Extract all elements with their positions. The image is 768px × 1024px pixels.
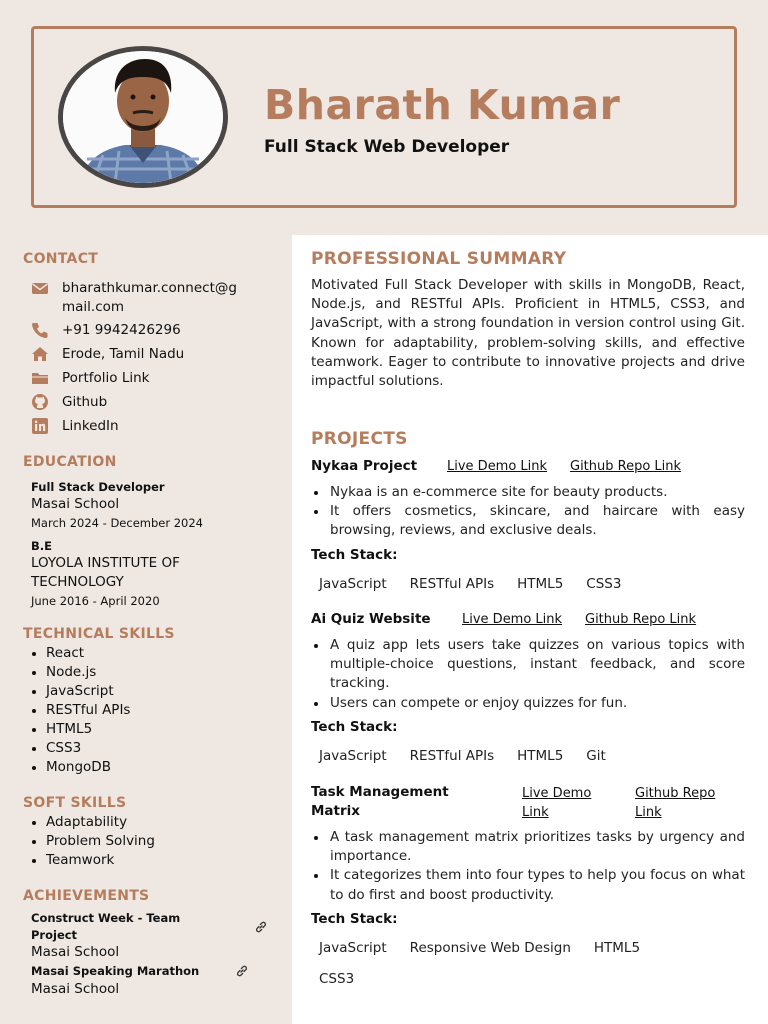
- projects-heading: PROJECTS: [311, 429, 408, 449]
- project-1-tech-stack: [319, 576, 644, 592]
- achievement-school-1: Masai School: [31, 944, 120, 960]
- contact-email-line1: bharathkumar.connect@g: [62, 280, 237, 296]
- project-2-live-link[interactable]: Live Demo Link: [462, 612, 563, 627]
- achievement-title-1-line1: Construct Week - Team: [31, 911, 181, 925]
- contact-linkedin[interactable]: [31, 417, 267, 436]
- home-icon: [31, 345, 49, 363]
- project-3-bullets: [311, 828, 745, 905]
- education-school-2-line2: TECHNOLOGY: [31, 574, 124, 590]
- linkedin-icon: [31, 417, 49, 435]
- contact-github[interactable]: [31, 393, 267, 412]
- contact-heading: CONTACT: [23, 251, 99, 267]
- sidebar: [0, 235, 292, 1024]
- soft-skills-list: [31, 813, 155, 870]
- achievement-school-2: Masai School: [31, 981, 120, 997]
- phone-icon: [31, 321, 49, 339]
- project-2-tech-stack: [319, 748, 629, 764]
- contact-location-text: Erode, Tamil Nadu: [62, 346, 185, 362]
- education-school-2: [31, 554, 251, 592]
- candidate-role: Full Stack Web Developer: [264, 137, 510, 157]
- list-item: It categorizes them into four types to help you focus on what to do first and boost productivity.: [311, 866, 745, 904]
- list-item: JavaScript: [31, 682, 130, 701]
- tech-item: JavaScript: [319, 576, 387, 592]
- project-3-tech-stack: [319, 940, 663, 956]
- project-3-title: [311, 783, 449, 821]
- list-item: A quiz app lets users take quizzes on various topics with multiple-choice questions, instant feedback, and score tracking.: [311, 636, 745, 694]
- tech-item: JavaScript: [319, 748, 387, 764]
- list-item: HTML5: [31, 720, 130, 739]
- technical-skills-list: [31, 644, 130, 777]
- project-3-title-line1: Task Management: [311, 784, 449, 800]
- tech-item: RESTful APIs: [409, 748, 495, 764]
- folder-icon: [31, 369, 49, 387]
- project-3-live-link-line1: Live Demo: [522, 786, 592, 801]
- list-item: Node.js: [31, 663, 130, 682]
- link-icon[interactable]: [254, 920, 268, 934]
- project-3-live-link[interactable]: [522, 784, 591, 822]
- project-1-tech-label: Tech Stack:: [311, 547, 398, 563]
- tech-item: JavaScript: [319, 940, 387, 956]
- technical-skills-heading: TECHNICAL SKILLS: [23, 626, 175, 642]
- contact-email[interactable]: [31, 279, 267, 317]
- education-dates-2: June 2016 - April 2020: [31, 594, 160, 608]
- list-item: A task management matrix prioritizes tasks by urgency and importance.: [311, 828, 745, 866]
- project-3-repo-link-line1: Github Repo: [635, 786, 716, 801]
- tech-item: Responsive Web Design: [409, 940, 571, 956]
- tech-item: HTML5: [517, 748, 564, 764]
- summary-text: Motivated Full Stack Developer with skills in MongoDB, React, Node.js, and RESTful APIs. Proficient in HTML5, CSS3, and JavaScript, with a strong foundation in version control using Git. Known for adaptability, problem-solving skills, and effective teamwork. Eager to contribute to innovative projects and drive impactful solutions.: [311, 277, 745, 390]
- achievement-title-1-line2: Project: [31, 928, 78, 942]
- achievement-title-2: Masai Speaking Marathon: [31, 964, 200, 978]
- link-icon[interactable]: [235, 964, 249, 978]
- tech-item: HTML5: [593, 940, 641, 956]
- main-content: [292, 235, 768, 1024]
- project-3-repo-link-line2: Link: [635, 805, 662, 820]
- list-item: React: [31, 644, 130, 663]
- education-school-2-line1: LOYOLA INSTITUTE OF: [31, 555, 180, 571]
- resume-header: [31, 26, 737, 208]
- list-item: Teamwork: [31, 851, 155, 870]
- achievement-title-1: [31, 910, 221, 944]
- list-item: MongoDB: [31, 758, 130, 777]
- project-3-live-link-line2: Link: [522, 805, 549, 820]
- project-3-tech-item-css3: CSS3: [319, 971, 355, 987]
- tech-item: HTML5: [517, 576, 564, 592]
- contact-github-text: Github: [62, 394, 108, 410]
- candidate-name: Bharath Kumar: [264, 81, 621, 129]
- contact-phone-text: +91 9942426296: [62, 322, 181, 338]
- github-icon: [31, 393, 49, 411]
- project-1-repo-link[interactable]: Github Repo Link: [570, 459, 682, 474]
- project-3-tech-label: Tech Stack:: [311, 911, 398, 927]
- contact-linkedin-text: LinkedIn: [62, 418, 119, 434]
- list-item: RESTful APIs: [31, 701, 130, 720]
- contact-portfolio[interactable]: [31, 369, 267, 388]
- list-item: Problem Solving: [31, 832, 155, 851]
- project-1-bullets: [311, 483, 745, 541]
- education-degree-1: Full Stack Developer: [31, 480, 165, 494]
- achievements-heading: ACHIEVEMENTS: [23, 888, 150, 904]
- project-3-title-line2: Matrix: [311, 803, 360, 819]
- project-2-title: Ai Quiz Website: [311, 611, 431, 627]
- summary-heading: PROFESSIONAL SUMMARY: [311, 249, 567, 269]
- tech-item: RESTful APIs: [409, 576, 495, 592]
- project-2-repo-link[interactable]: Github Repo Link: [585, 612, 697, 627]
- list-item: It offers cosmetics, skincare, and haircare with easy browsing, reviews, and exclusive deals.: [311, 502, 745, 540]
- soft-skills-heading: SOFT SKILLS: [23, 795, 127, 811]
- list-item: Adaptability: [31, 813, 155, 832]
- project-1-live-link[interactable]: Live Demo Link: [447, 459, 548, 474]
- project-2-bullets: [311, 636, 745, 713]
- tech-item: Git: [586, 748, 606, 764]
- contact-location: [31, 345, 267, 364]
- project-1-title: Nykaa Project: [311, 458, 418, 474]
- contact-phone[interactable]: [31, 321, 267, 340]
- contact-portfolio-text: Portfolio Link: [62, 370, 150, 386]
- education-dates-1: March 2024 - December 2024: [31, 516, 203, 530]
- education-heading: EDUCATION: [23, 454, 117, 470]
- list-item: CSS3: [31, 739, 130, 758]
- profile-photo-image: [63, 51, 223, 183]
- education-school-1: Masai School: [31, 496, 120, 512]
- list-item: Users can compete or enjoy quizzes for fun.: [311, 694, 745, 713]
- list-item: Nykaa is an e-commerce site for beauty products.: [311, 483, 745, 502]
- contact-email-line2: mail.com: [62, 299, 125, 315]
- project-3-repo-link[interactable]: [635, 784, 715, 822]
- education-degree-2: B.E: [31, 539, 52, 553]
- envelope-icon: [31, 279, 49, 297]
- profile-photo: [58, 46, 228, 188]
- tech-item: CSS3: [586, 576, 622, 592]
- project-2-tech-label: Tech Stack:: [311, 719, 398, 735]
